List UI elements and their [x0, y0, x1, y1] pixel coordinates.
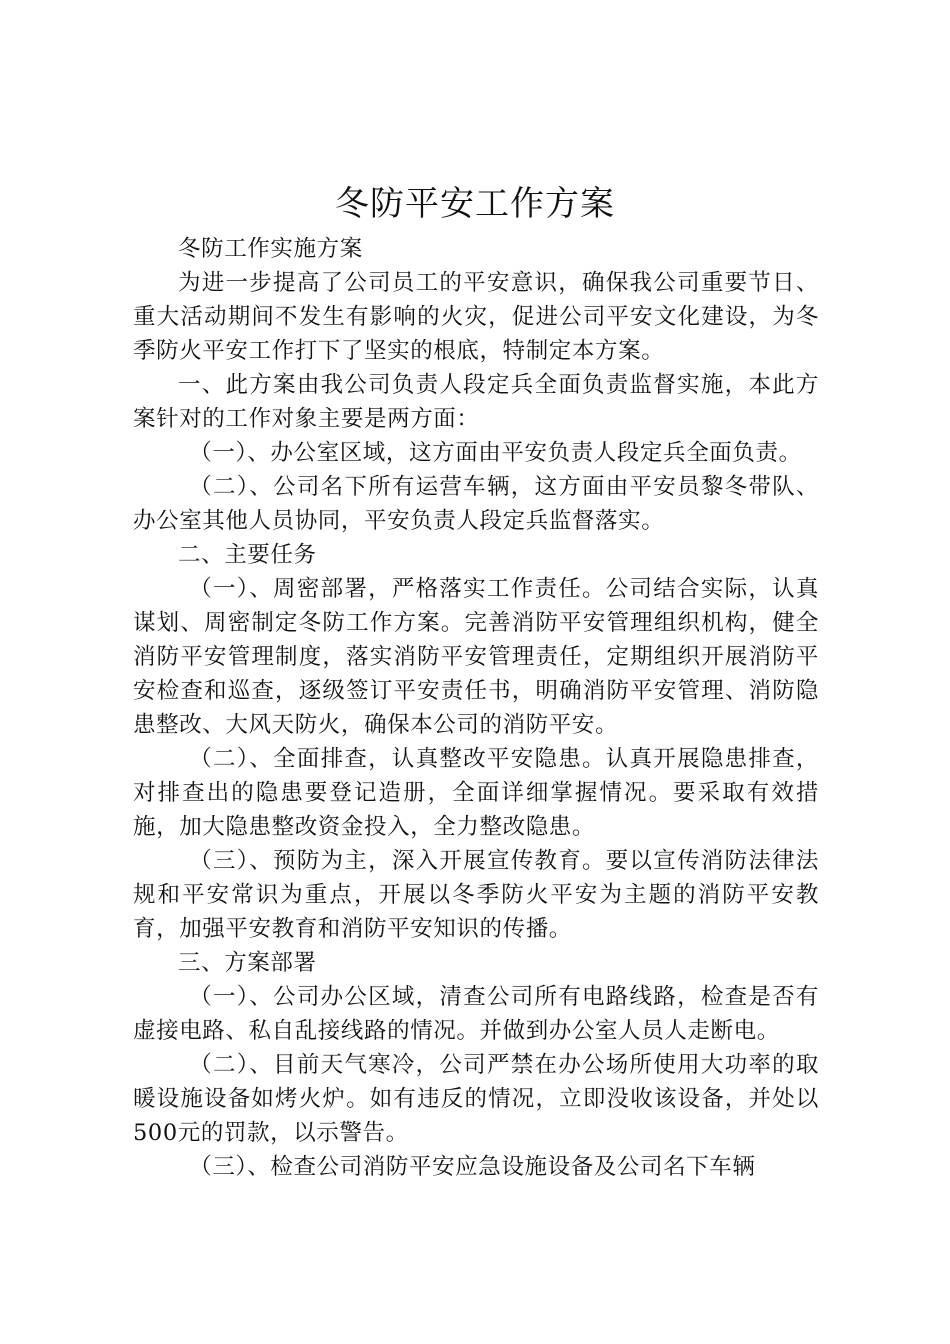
- paragraph-subtitle: 冬防工作实施方案: [178, 236, 363, 262]
- paragraph-section-1-item-1: （一）、办公室区域，这方面由平安负责人段定兵全面负责。: [189, 440, 802, 466]
- paragraph-section-1-item-2: （二）、公司名下所有运营车辆，这方面由平安员黎冬带队、办公室其他人员协同，平安负责人段定兵监督落实。: [133, 474, 819, 534]
- paragraph-intro: 为进一步提高了公司员工的平安意识，确保我公司重要节日、重大活动期间不发生有影响的火灾，促进公司平安文化建设，为冬季防火平安工作打下了坚实的根底，特制定本方案。: [133, 270, 819, 364]
- paragraph-section-1: 一、此方案由我公司负责人段定兵全面负责监督实施，本此方案针对的工作对象主要是两方面：: [133, 372, 819, 432]
- paragraph-section-2-item-1: （一）、周密部署，严格落实工作责任。公司结合实际，认真谋划、周密制定冬防工作方案。完善消防平安管理组织机构，健全消防平安管理制度，落实消防平安管理责任，定期组织开展消防平安检查和巡查，逐级签订平安责任书，明确消防平安管理、消防隐患整改、大风天防火，确保本公司的消防平安。: [133, 576, 819, 738]
- paragraph-section-2-item-3: （三）、预防为主，深入开展宣传教育。要以宣传消防法律法规和平安常识为重点，开展以冬季防火平安为主题的消防平安教育，加强平安教育和消防平安知识的传播。: [133, 848, 819, 942]
- paragraph-section-2-item-2: （二）、全面排查，认真整改平安隐患。认真开展隐患排查，对排查出的隐患要登记造册，全面详细掌握情况。要采取有效措施，加大隐患整改资金投入，全力整改隐患。: [133, 746, 819, 840]
- document-title: 冬防平安工作方案: [335, 184, 615, 224]
- paragraph-section-3-item-2: （二）、目前天气寒冷，公司严禁在办公场所使用大功率的取暖设施设备如烤火炉。如有违反的情况，立即没收该设备，并处以500元的罚款，以示警告。: [133, 1052, 819, 1146]
- paragraph-section-3-item-1: （一）、公司办公区域，清查公司所有电路线路，检查是否有虚接电路、私自乱接线路的情况。并做到办公室人员人走断电。: [133, 984, 819, 1044]
- paragraph-section-2-heading: 二、主要任务: [178, 542, 317, 568]
- paragraph-section-3-item-3: （三）、检查公司消防平安应急设施设备及公司名下车辆: [189, 1154, 756, 1180]
- document-body: [133, 232, 819, 1184]
- paragraph-section-3-heading: 三、方案部署: [178, 950, 317, 976]
